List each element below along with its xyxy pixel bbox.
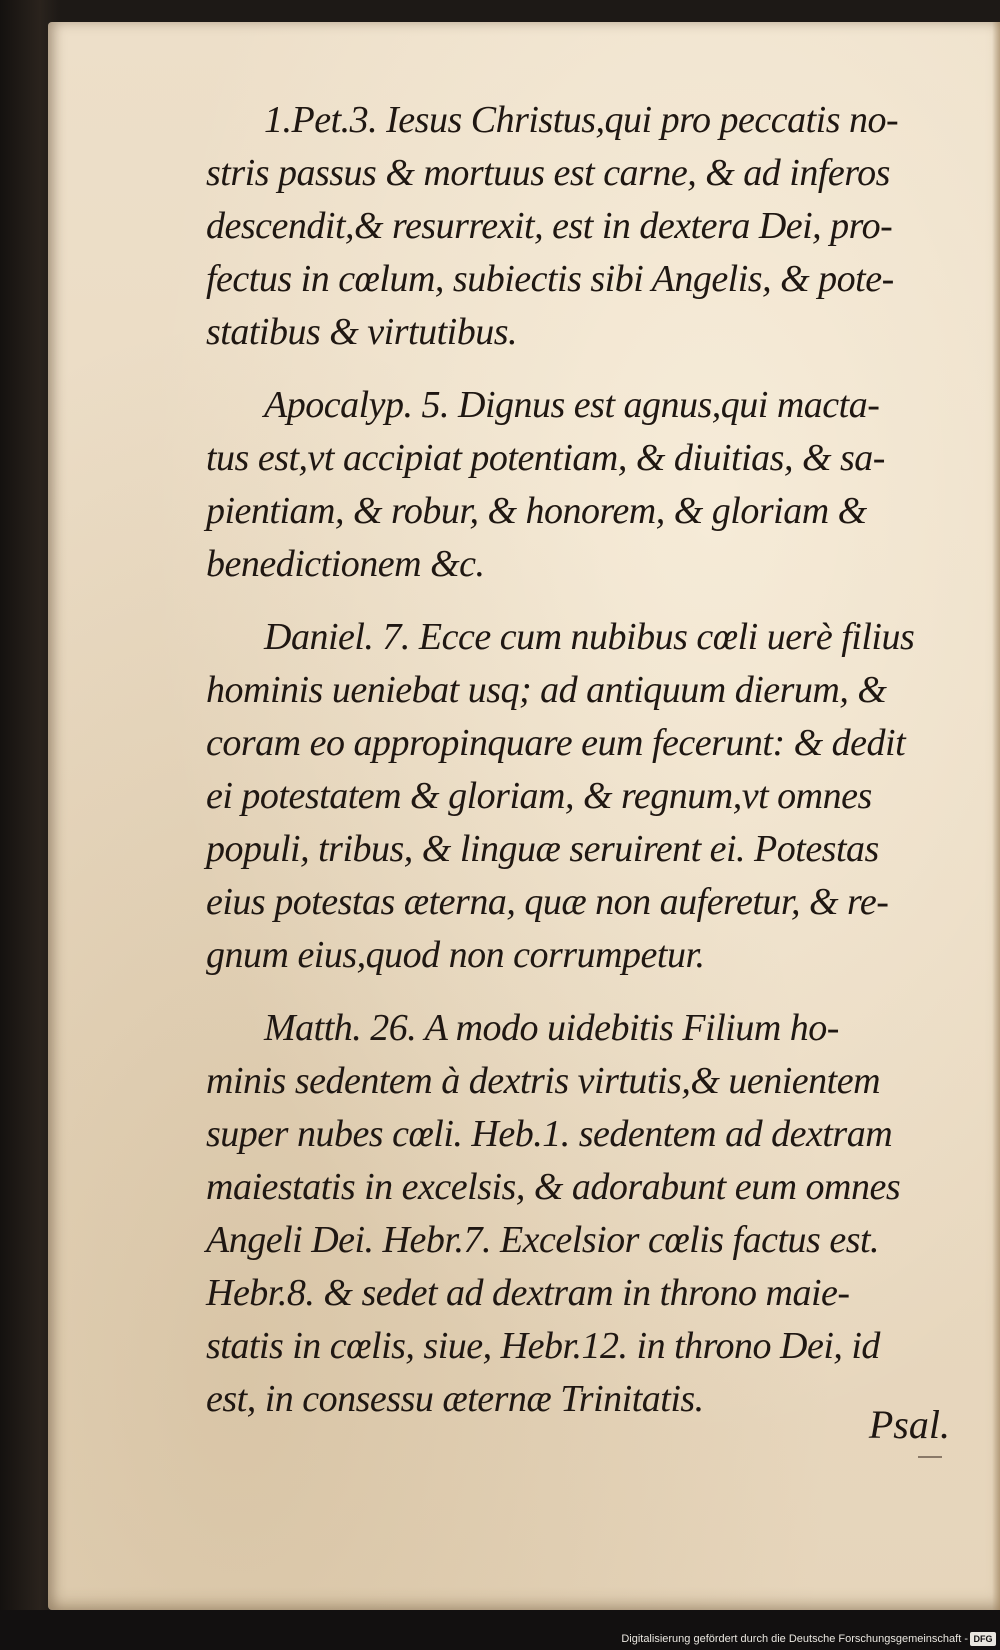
text-line: descendit,& resurrexit, est in dextera Dei, pro- [206,205,893,247]
digitization-footer [0,1610,1000,1650]
text-line: maiestatis in excelsis, & adorabunt eum omnes [206,1166,901,1208]
text-line: ei potestatem & gloriam, & regnum,vt omnes [206,775,872,817]
text-line: populi, tribus, & linguæ seruirent ei. Potestas [206,828,879,870]
text-line: pientiam, & robur, & honorem, & gloriam & [206,490,867,532]
text-line: eius potestas æterna, quæ non auferetur, & re- [206,881,889,923]
catchword: Psal. [868,1402,950,1447]
paragraph-2 [206,379,998,591]
ink-mark [918,1456,942,1458]
paragraph-1 [206,94,998,359]
text-line: stris passus & mortuus est carne, & ad inferos [206,152,890,194]
page-text [206,94,998,1426]
text-line: minis sedentem à dextris virtutis,& uenientem [206,1060,881,1102]
footer-credit-text: Digitalisierung gefördert durch die Deutsche Forschungsgemeinschaft - [621,1633,968,1645]
text-line: coram eo appropinquare eum fecerunt: & dedit [206,722,906,764]
text-line: Hebr.8. & sedet ad dextram in throno maie- [206,1272,850,1314]
text-line: hominis ueniebat usq; ad antiquum dierum, & [206,669,887,711]
text-line: Matth. 26. A modo uidebitis Filium ho- [264,1007,839,1049]
text-line: fectus in cœlum, subiectis sibi Angelis, & pote- [206,258,894,300]
text-line: tus est,vt accipiat potentiam, & diuitias, & sa- [206,437,885,479]
book-page [48,22,1000,1610]
text-line: benedictionem &c. [206,543,485,585]
text-line: statis in cœlis, siue, Hebr.12. in throno Dei, id [206,1325,880,1367]
paragraph-3 [206,611,998,982]
text-line: Apocalyp. 5. Dignus est agnus,qui macta- [264,384,880,426]
paragraph-4 [206,1002,998,1426]
text-line: statibus & virtutibus. [206,311,517,353]
dfg-logo-icon: DFG [970,1632,996,1646]
text-line: Angeli Dei. Hebr.7. Excelsior cœlis factus est. [206,1219,880,1261]
text-line: est, in consessu æternæ Trinitatis. [206,1378,704,1420]
text-line: gnum eius,quod non corrumpetur. [206,934,705,976]
text-line: Daniel. 7. Ecce cum nubibus cœli uerè filius [264,616,915,658]
text-line: 1.Pet.3. Iesus Christus,qui pro peccatis no- [264,99,899,141]
text-line: super nubes cœli. Heb.1. sedentem ad dextram [206,1113,893,1155]
